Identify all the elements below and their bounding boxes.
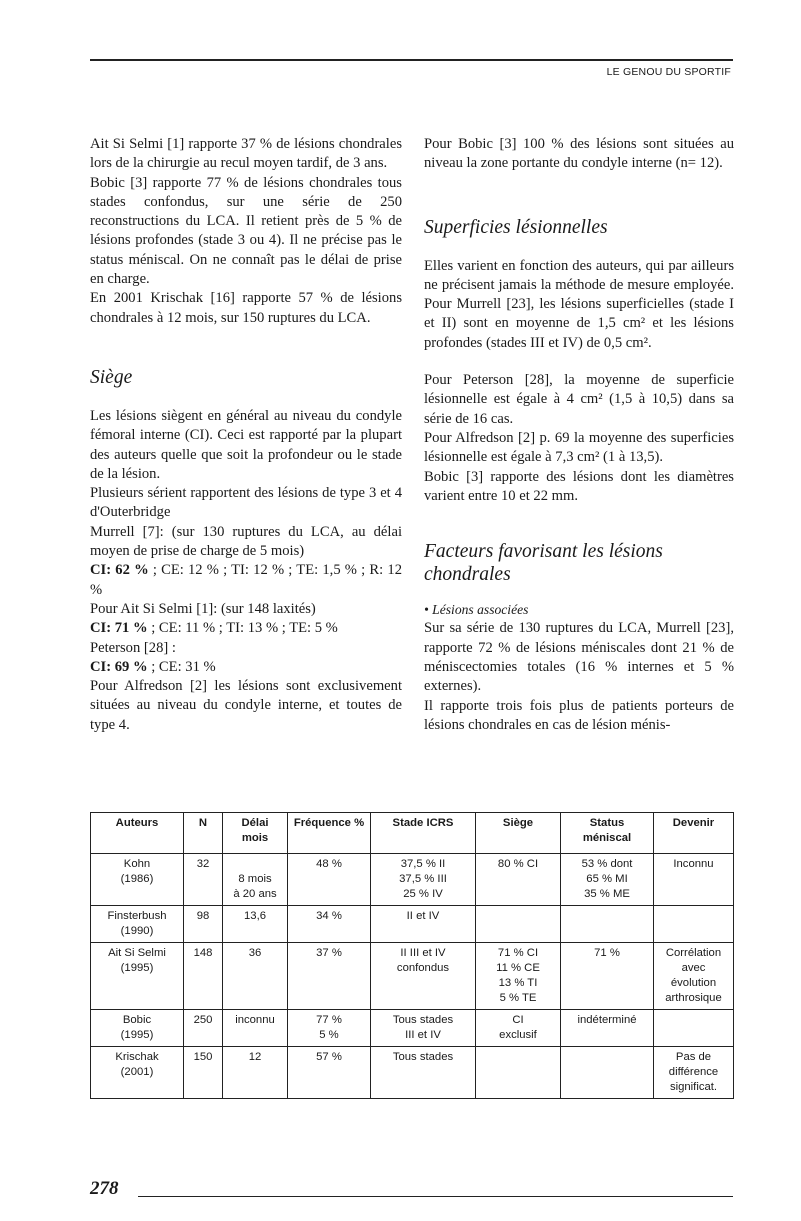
table-cell: Tous stades III et IV	[371, 1010, 476, 1047]
column-header: Auteurs	[91, 813, 184, 854]
paragraph: Pour Alfredson [2] les lésions sont exclusivement situées au niveau du condyle interne, et toutes de type 4.	[90, 678, 402, 733]
table-cell: inconnu	[223, 1010, 288, 1047]
paragraph: Pour Ait Si Selmi [1]: (sur 148 laxités)	[90, 600, 316, 617]
column-header: Stade ICRS	[371, 813, 476, 854]
table-cell: 71 % CI 11 % CE 13 % TI 5 % TE	[476, 943, 561, 1010]
paragraph: Plusieurs sérient rapportent des lésions de type 3 et 4 d'Outerbridge	[90, 485, 402, 521]
paragraph: Il rapporte trois fois plus de patients porteurs de lésions chondrales en cas de lésion ménis-	[424, 697, 734, 733]
table-cell	[476, 1047, 561, 1099]
table-cell: 80 % CI	[476, 854, 561, 906]
left-column	[90, 135, 402, 735]
bold-value: CI: 62 %	[90, 562, 149, 579]
paragraph: Pour Bobic [3] 100 % des lésions sont situées au niveau la zone portante du condyle interne (n= 12).	[424, 136, 734, 172]
table-cell: II et IV	[371, 906, 476, 943]
table-cell: Krischak (2001)	[91, 1047, 184, 1099]
table-cell: 48 %	[288, 854, 371, 906]
page-number: 278	[90, 1178, 119, 1199]
table-cell: Pas de différence significat.	[654, 1047, 734, 1099]
table-row	[91, 906, 734, 943]
table-cell: 150	[184, 1047, 223, 1099]
table-cell: Inconnu	[654, 854, 734, 906]
section-heading-facteurs: Facteurs favorisant les lésions chondrales	[424, 541, 663, 586]
bold-value: CI: 71 %	[90, 620, 148, 637]
table-cell: 32	[184, 854, 223, 906]
table-cell: 8 mois à 20 ans	[223, 854, 288, 906]
footer-rule	[138, 1196, 733, 1197]
summary-table	[90, 812, 734, 1099]
table-cell: Finsterbush (1990)	[91, 906, 184, 943]
paragraph	[90, 619, 402, 638]
table-row	[91, 1010, 734, 1047]
table-cell	[654, 906, 734, 943]
table-cell: Kohn (1986)	[91, 854, 184, 906]
paragraph: Peterson [28] :	[90, 639, 176, 656]
table-cell: 71 %	[561, 943, 654, 1010]
table-cell: 98	[184, 906, 223, 943]
table-row	[91, 1047, 734, 1099]
table-row	[91, 854, 734, 906]
column-header: N	[184, 813, 223, 854]
section-heading-superficies: Superficies lésionnelles	[424, 216, 608, 238]
table-cell	[561, 1047, 654, 1099]
table-cell: II III et IV confondus	[371, 943, 476, 1010]
table-cell: 57 %	[288, 1047, 371, 1099]
column-header: Siège	[476, 813, 561, 854]
table-cell: 34 %	[288, 906, 371, 943]
table-cell: 13,6	[223, 906, 288, 943]
table-cell: 53 % dont 65 % MI 35 % ME	[561, 854, 654, 906]
table-cell: 37,5 % II 37,5 % III 25 % IV	[371, 854, 476, 906]
paragraph: Ait Si Selmi [1] rapporte 37 % de lésions chondrales lors de la chirurgie au recul moyen tardif, de 3 ans.	[90, 136, 402, 172]
paragraph	[90, 561, 402, 600]
section-heading-siege: Siège	[90, 366, 133, 388]
paragraph: Bobic [3] rapporte des lésions dont les diamètres varient entre 10 et 22 mm.	[424, 468, 734, 504]
paragraph: Bobic [3] rapporte 77 % de lésions chondrales tous stades confondus, sur une série de 250 reconstructions du LCA. Il retient près de 5 % de lésions profondes (stade 3 ou 4). Il ne précise pas le status méniscal. On ne connaît pas le délai de prise en charge.	[90, 174, 402, 288]
table-row	[91, 943, 734, 1010]
header-rule	[90, 59, 733, 61]
table-cell: 36	[223, 943, 288, 1010]
column-header: Status méniscal	[561, 813, 654, 854]
paragraph: Pour Alfredson [2] p. 69 la moyenne des superficies lésionnelle est égale à 7,3 cm² (1 à 13,5).	[424, 429, 734, 466]
paragraph: Pour Peterson [28], la moyenne de superficie lésionnelle est égale à 4 cm² (1,5 à 10,5) dans sa série de 16 cas.	[424, 372, 734, 427]
paragraph: Les lésions siègent en général au niveau du condyle fémoral interne (CI). Ceci est rapporté par la plupart des auteurs quelle que soit la profondeur ou le stade de la lésion.	[90, 407, 402, 482]
table-cell	[561, 906, 654, 943]
bold-value: CI: 69 %	[90, 658, 148, 675]
table-cell: indéterminé	[561, 1010, 654, 1047]
right-column	[424, 135, 734, 735]
paragraph: En 2001 Krischak [16] rapporte 57 % de lésions chondrales à 12 mois, sur 150 ruptures du LCA.	[90, 290, 402, 326]
value-text: ; CE: 31 %	[147, 658, 216, 675]
table-cell: 77 % 5 %	[288, 1010, 371, 1047]
table-cell: CI exclusif	[476, 1010, 561, 1047]
table-header-row	[91, 813, 734, 854]
value-text: ; CE: 11 % ; TI: 13 % ; TE: 5 %	[147, 620, 338, 637]
table-cell: Ait Si Selmi (1995)	[91, 943, 184, 1010]
paragraph: Elles varient en fonction des auteurs, qui par ailleurs ne précisent jamais la méthode de mesure employée. Pour Murrell [23], les lésions superficielles (stade I et II) sont en moyenne de 1,5 cm² et les lésions profondes (stades III et IV) de 0,5 cm².	[424, 257, 734, 351]
running-header: LE GENOU DU SPORTIF	[606, 66, 731, 78]
table-cell: Bobic (1995)	[91, 1010, 184, 1047]
table-cell: 250	[184, 1010, 223, 1047]
value-text: ; CE: 12 % ; TI: 12 % ; TE: 1,5 % ; R: 12 %	[90, 562, 402, 598]
paragraph: Murrell [7]: (sur 130 ruptures du LCA, au délai moyen de prise de charge de 5 mois)	[90, 523, 402, 560]
table-cell: Tous stades	[371, 1047, 476, 1099]
table-cell	[654, 1010, 734, 1047]
table-cell	[476, 906, 561, 943]
paragraph: Sur sa série de 130 ruptures du LCA, Murrell [23], rapporte 72 % de lésions méniscales dont 21 % de méniscectomies totales (16 % internes et 5 % externes).	[424, 620, 734, 695]
table-cell: 148	[184, 943, 223, 1010]
column-header: Fréquence %	[288, 813, 371, 854]
subheading-lesions-associees: • Lésions associées	[424, 602, 529, 618]
table-cell: 37 %	[288, 943, 371, 1010]
column-header: Devenir	[654, 813, 734, 854]
table-cell: Corrélation avec évolution arthrosique	[654, 943, 734, 1010]
paragraph	[90, 658, 402, 677]
column-header: Délai mois	[223, 813, 288, 854]
table-cell: 12	[223, 1047, 288, 1099]
